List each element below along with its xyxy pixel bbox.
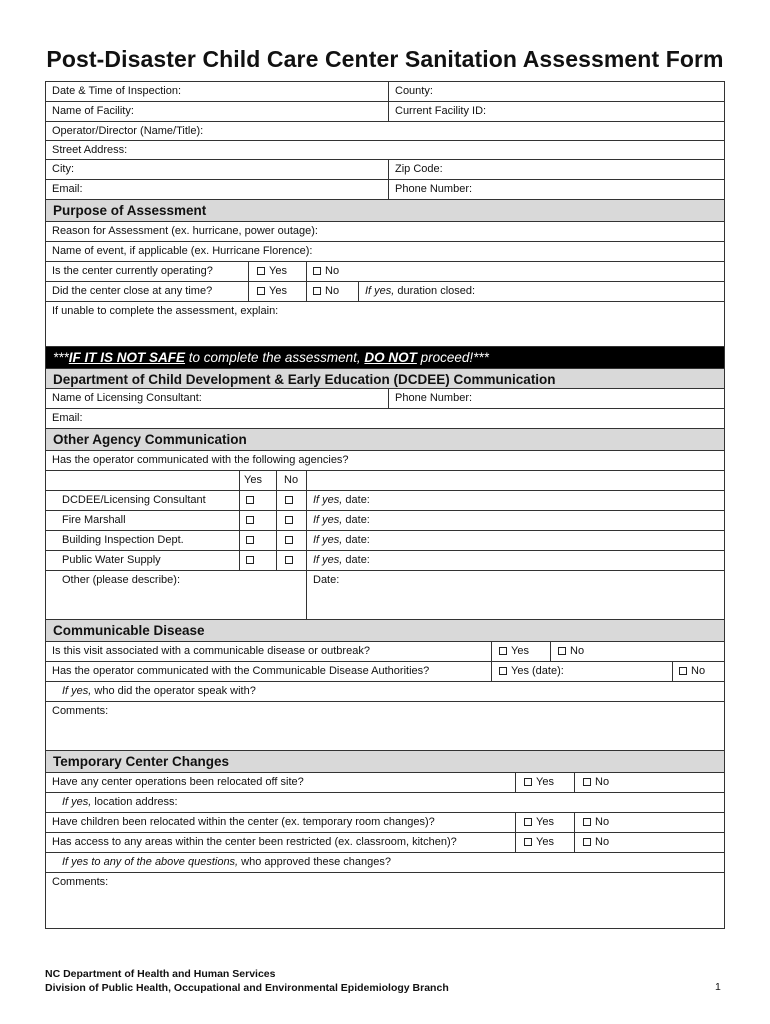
row-unable — [46, 302, 724, 347]
row-disease-q1 — [46, 642, 724, 662]
if-yes-label: If yes, — [313, 494, 343, 506]
no-label: No — [595, 836, 610, 848]
operating-yes[interactable] — [248, 262, 306, 281]
temp-heading: Temporary Center Changes — [46, 751, 724, 773]
date-label: date: — [342, 494, 370, 506]
checkbox-icon[interactable] — [583, 778, 591, 786]
disease-who-field[interactable] — [46, 682, 724, 701]
warning-not-safe: IF IT IS NOT SAFE — [68, 350, 186, 365]
event-field[interactable]: Name of event, if applicable (ex. Hurricane Florence): — [52, 245, 313, 257]
operating-question: Is the center currently operating? — [52, 265, 213, 277]
city-field[interactable]: City: — [52, 163, 74, 175]
no-label: No — [570, 645, 585, 657]
footer-department: NC Department of Health and Human Services — [45, 968, 276, 980]
row-operator — [46, 122, 724, 141]
agency-date-field[interactable] — [306, 511, 724, 530]
date-time-field[interactable]: Date & Time of Inspection: — [52, 85, 182, 97]
row-temp-q2 — [46, 813, 724, 833]
no-label: No — [325, 265, 340, 277]
row-street — [46, 141, 724, 160]
row-city-zip — [46, 160, 724, 180]
checkbox-icon[interactable] — [524, 818, 532, 826]
agency-row — [46, 551, 724, 571]
no-label: No — [691, 665, 706, 677]
agency-yes[interactable] — [239, 511, 276, 530]
closed-question: Did the center close at any time? — [52, 285, 213, 297]
disease-q2-yes-date[interactable] — [491, 662, 672, 681]
agency-no[interactable] — [276, 531, 306, 550]
disease-q1-no[interactable] — [550, 642, 724, 661]
row-closed — [46, 282, 724, 302]
yes-label: Yes — [536, 776, 554, 788]
temp-q2: Have children been relocated within the center (ex. temporary room changes)? — [52, 816, 435, 828]
col-no-header: No — [276, 471, 306, 490]
agency-yes[interactable] — [239, 491, 276, 510]
agency-name: Public Water Supply — [62, 554, 161, 566]
row-temp-q3 — [46, 833, 724, 853]
row-consultant-email — [46, 409, 724, 429]
yes-label: Yes — [536, 836, 554, 848]
no-label: No — [325, 285, 340, 297]
row-event — [46, 242, 724, 262]
agency-date-field[interactable] — [306, 551, 724, 570]
reason-field[interactable]: Reason for Assessment (ex. hurricane, power outage): — [52, 225, 318, 237]
row-temp-approver — [46, 853, 724, 873]
warning-stars: *** — [53, 350, 69, 365]
if-yes-label: If yes, — [62, 685, 92, 697]
disease-q1: Is this visit associated with a communicable disease or outbreak? — [52, 645, 370, 657]
temp-q1-yes[interactable] — [515, 773, 574, 792]
email-field[interactable]: Email: — [52, 183, 83, 195]
checkbox-icon[interactable] — [246, 536, 254, 544]
closed-no[interactable] — [306, 282, 358, 301]
temp-q3: Has access to any areas within the center been restricted (ex. classroom, kitchen)? — [52, 836, 457, 848]
checkbox-icon[interactable] — [285, 536, 293, 544]
row-temp-q1-address — [46, 793, 724, 813]
checkbox-icon[interactable] — [246, 516, 254, 524]
temp-q1: Have any center operations been relocated off site? — [52, 776, 304, 788]
temp-q3-yes[interactable] — [515, 833, 574, 852]
if-yes-label: If yes, — [365, 285, 395, 297]
no-label: No — [595, 816, 610, 828]
yes-label: Yes — [269, 285, 287, 297]
who-label: who did the operator speak with? — [91, 685, 256, 697]
date-label: date: — [342, 554, 370, 566]
dcdee-heading: Department of Child Development & Early Education (DCDEE) Communication — [46, 369, 724, 389]
checkbox-icon[interactable] — [679, 667, 687, 675]
safety-warning — [46, 347, 724, 369]
row-disease-q2 — [46, 662, 724, 682]
checkbox-icon[interactable] — [313, 267, 321, 275]
row-agency-question — [46, 451, 724, 471]
checkbox-icon[interactable] — [246, 556, 254, 564]
phone-field[interactable]: Phone Number: — [388, 180, 724, 199]
row-facility — [46, 102, 724, 122]
row-temp-q1 — [46, 773, 724, 793]
agency-row — [46, 511, 724, 531]
agency-no[interactable] — [276, 551, 306, 570]
checkbox-icon[interactable] — [499, 667, 507, 675]
agency-other-row — [46, 571, 724, 620]
facility-id-field[interactable]: Current Facility ID: — [388, 102, 724, 121]
row-email-phone — [46, 180, 724, 200]
other-agency-field[interactable]: Other (please describe): — [62, 574, 180, 586]
checkbox-icon[interactable] — [583, 818, 591, 826]
row-agency-header — [46, 471, 724, 491]
row-reason — [46, 222, 724, 242]
agency-yes[interactable] — [239, 551, 276, 570]
agency-no[interactable] — [276, 511, 306, 530]
agency-name: DCDEE/Licensing Consultant — [62, 494, 206, 506]
street-field[interactable]: Street Address: — [52, 144, 128, 156]
approver-field[interactable] — [46, 853, 724, 872]
other-agency-heading: Other Agency Communication — [46, 429, 724, 451]
yes-label: Yes — [536, 816, 554, 828]
if-yes-any-label: If yes to any of the above questions, — [62, 856, 239, 868]
page-title: Post-Disaster Child Care Center Sanitation Assessment Form — [46, 46, 724, 72]
agency-date-field[interactable] — [306, 491, 724, 510]
disease-q2: Has the operator communicated with the Communicable Disease Authorities? — [52, 665, 430, 677]
agency-question: Has the operator communicated with the following agencies? — [52, 454, 349, 466]
unable-explain-field[interactable]: If unable to complete the assessment, explain: — [52, 305, 279, 317]
checkbox-icon[interactable] — [257, 267, 265, 275]
checkbox-icon[interactable] — [285, 496, 293, 504]
facility-name-field[interactable]: Name of Facility: — [52, 105, 134, 117]
disease-heading: Communicable Disease — [46, 620, 724, 642]
agency-name: Fire Marshall — [62, 514, 126, 526]
col-date-header — [306, 471, 724, 490]
yes-date-label: Yes (date): — [511, 665, 564, 677]
agency-row — [46, 491, 724, 511]
date-label: date: — [342, 514, 370, 526]
checkbox-icon[interactable] — [246, 496, 254, 504]
consultant-field[interactable]: Name of Licensing Consultant: — [52, 392, 202, 404]
date-label: date: — [342, 534, 370, 546]
checkbox-icon[interactable] — [257, 287, 265, 295]
temp-q1-no[interactable] — [574, 773, 724, 792]
agency-name: Building Inspection Dept. — [62, 534, 184, 546]
approver-label: who approved these changes? — [238, 856, 392, 868]
row-consultant — [46, 389, 724, 409]
checkbox-icon[interactable] — [524, 838, 532, 846]
duration-closed-field[interactable] — [358, 282, 724, 301]
temp-q2-yes[interactable] — [515, 813, 574, 832]
zip-field[interactable]: Zip Code: — [388, 160, 724, 179]
if-yes-label: If yes, — [313, 534, 343, 546]
purpose-heading: Purpose of Assessment — [46, 200, 724, 222]
agency-date-field[interactable] — [306, 531, 724, 550]
agency-no[interactable] — [276, 491, 306, 510]
if-yes-label: If yes, — [313, 514, 343, 526]
disease-q1-yes[interactable] — [491, 642, 550, 661]
temp-comments-field[interactable]: Comments: — [52, 876, 109, 888]
operator-field[interactable]: Operator/Director (Name/Title): — [52, 125, 204, 137]
other-agency-date-field[interactable]: Date: — [306, 571, 724, 619]
checkbox-icon[interactable] — [558, 647, 566, 655]
no-label: No — [595, 776, 610, 788]
consultant-phone-field[interactable]: Phone Number: — [388, 389, 724, 408]
county-field[interactable]: County: — [388, 82, 724, 101]
closed-yes[interactable] — [248, 282, 306, 301]
page-number: 1 — [715, 981, 721, 993]
operating-no[interactable] — [306, 262, 724, 281]
warning-do-not: DO NOT — [364, 350, 417, 365]
agency-yes[interactable] — [239, 531, 276, 550]
temp-q2-no[interactable] — [574, 813, 724, 832]
footer — [45, 967, 449, 995]
checkbox-icon[interactable] — [285, 516, 293, 524]
consultant-email-field[interactable]: Email: — [52, 412, 83, 424]
if-yes-label: If yes, — [313, 554, 343, 566]
disease-comments-field[interactable]: Comments: — [52, 705, 109, 717]
relocation-address-field[interactable] — [46, 793, 724, 812]
yes-label: Yes — [269, 265, 287, 277]
yes-label: Yes — [511, 645, 529, 657]
address-label: location address: — [91, 796, 178, 808]
checkbox-icon[interactable] — [313, 287, 321, 295]
agency-row — [46, 531, 724, 551]
if-yes-label: If yes, — [62, 796, 92, 808]
disease-q2-no[interactable] — [672, 662, 724, 681]
checkbox-icon[interactable] — [285, 556, 293, 564]
checkbox-icon[interactable] — [499, 647, 507, 655]
row-disease-who — [46, 682, 724, 702]
checkbox-icon[interactable] — [524, 778, 532, 786]
duration-label: duration closed: — [394, 285, 476, 297]
row-operating — [46, 262, 724, 282]
footer-division: Division of Public Health, Occupational and Environmental Epidemiology Branch — [45, 982, 449, 994]
col-yes-header: Yes — [239, 471, 276, 490]
warning-end: proceed!*** — [416, 350, 489, 365]
row-date-county — [46, 82, 724, 102]
row-temp-comments — [46, 873, 724, 928]
assessment-form — [45, 81, 725, 929]
row-disease-comments — [46, 702, 724, 751]
checkbox-icon[interactable] — [583, 838, 591, 846]
warning-middle: to complete the assessment, — [185, 350, 365, 365]
temp-q3-no[interactable] — [574, 833, 724, 852]
